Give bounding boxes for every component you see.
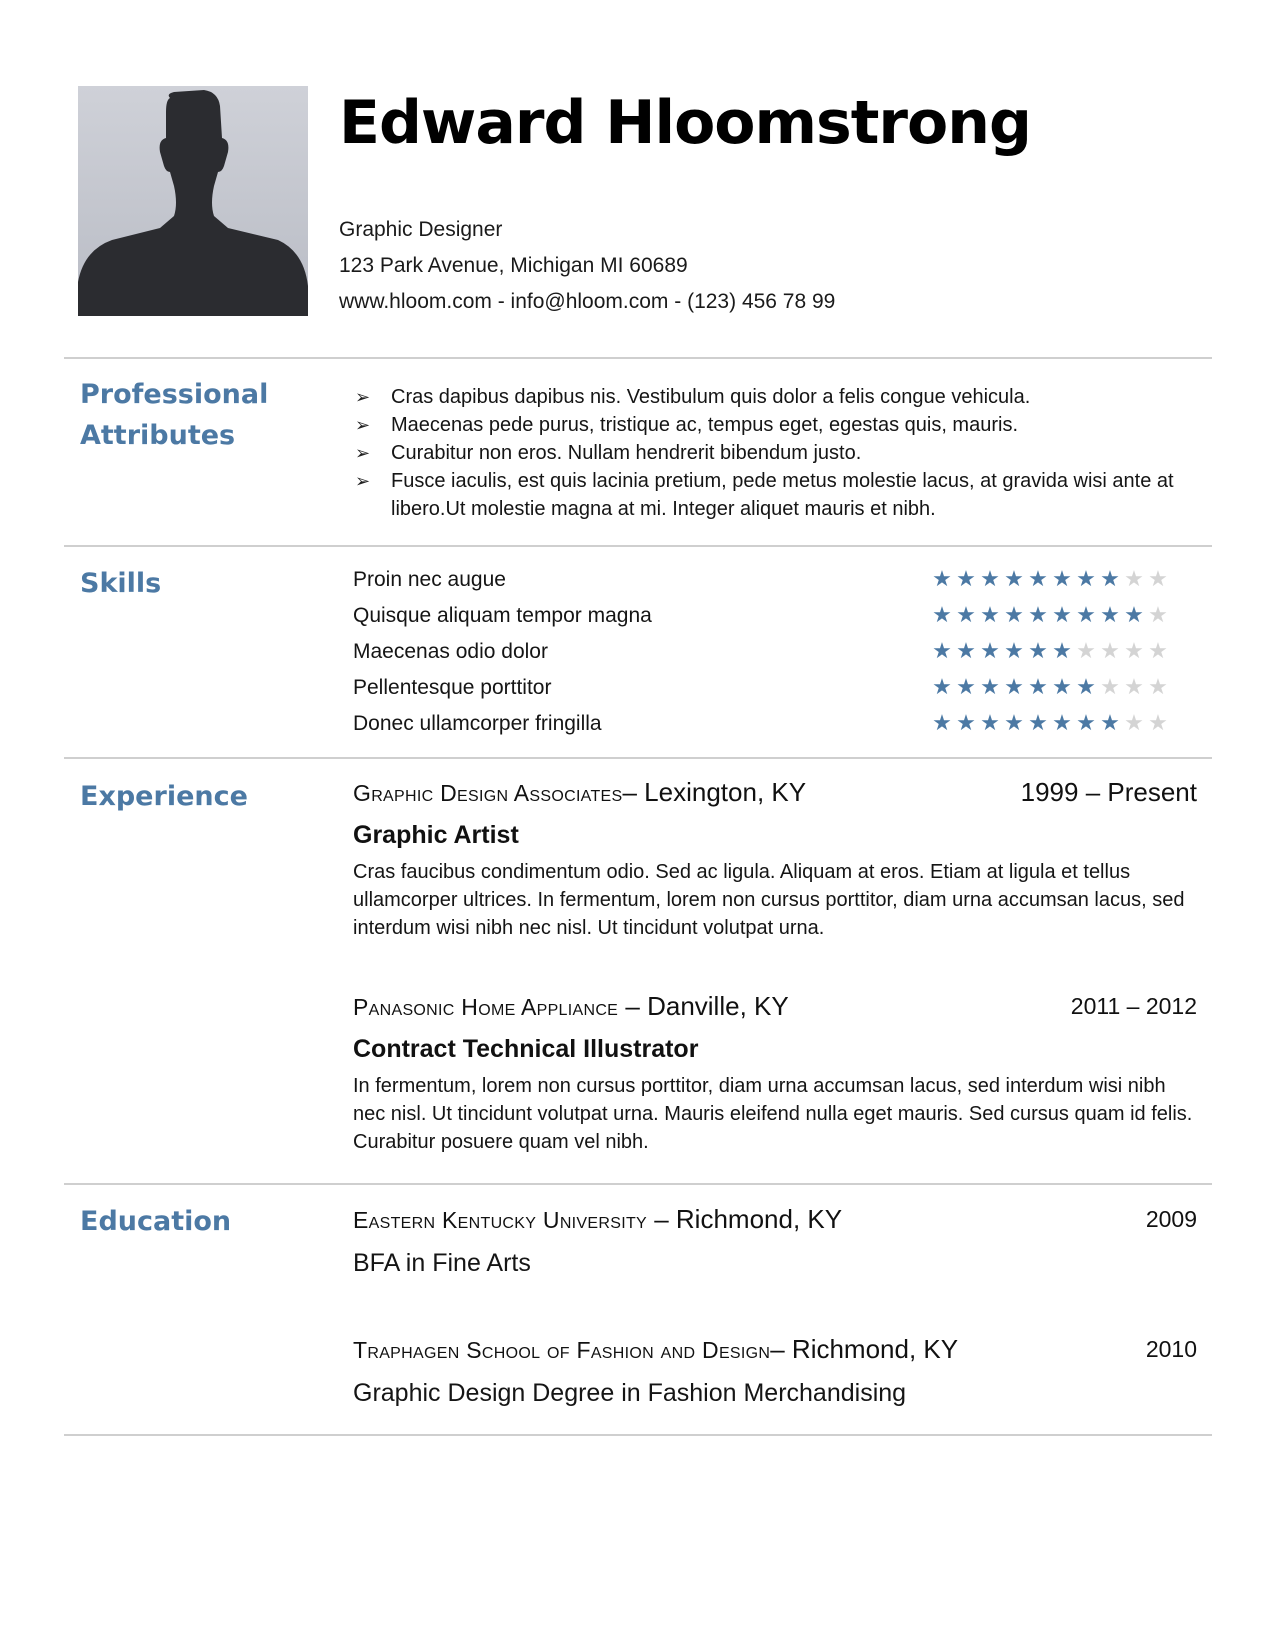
arrowhead-bullet-icon: ➢ (355, 443, 371, 463)
skill-name: Maecenas odio dolor (353, 640, 548, 663)
star-filled-icon: ★ (1028, 711, 1048, 736)
star-empty-icon: ★ (1124, 711, 1144, 736)
section-title-experience: Experience (80, 781, 248, 812)
employer-location: – Danville, KY (618, 991, 789, 1021)
experience-entry (353, 774, 1197, 942)
list-item (355, 383, 1185, 411)
star-empty-icon: ★ (1148, 603, 1168, 628)
star-filled-icon: ★ (1076, 603, 1096, 628)
star-filled-icon: ★ (1028, 603, 1048, 628)
star-empty-icon: ★ (1148, 567, 1168, 592)
star-filled-icon: ★ (1028, 639, 1048, 664)
divider (64, 357, 1212, 359)
star-empty-icon: ★ (1100, 639, 1120, 664)
star-empty-icon: ★ (1124, 567, 1144, 592)
skill-row (353, 706, 1168, 742)
star-filled-icon: ★ (956, 567, 976, 592)
skill-name: Donec ullamcorper fringilla (353, 712, 602, 735)
arrowhead-bullet-icon: ➢ (355, 415, 371, 435)
person-silhouette-icon (78, 86, 308, 316)
star-empty-icon: ★ (1124, 675, 1144, 700)
star-filled-icon: ★ (1028, 567, 1048, 592)
star-rating (930, 634, 1170, 670)
divider (64, 1183, 1212, 1185)
star-filled-icon: ★ (932, 603, 952, 628)
star-filled-icon: ★ (932, 675, 952, 700)
star-filled-icon: ★ (1004, 639, 1024, 664)
star-filled-icon: ★ (956, 603, 976, 628)
section-title-education: Education (80, 1206, 232, 1237)
star-filled-icon: ★ (956, 639, 976, 664)
skill-row (353, 670, 1168, 706)
star-empty-icon: ★ (1148, 711, 1168, 736)
skill-name: Pellentesque porttitor (353, 676, 552, 699)
attribute-text: Curabitur non eros. Nullam hendrerit bibendum justo. (391, 442, 862, 464)
star-filled-icon: ★ (980, 567, 1000, 592)
skill-row (353, 634, 1168, 670)
star-filled-icon: ★ (980, 603, 1000, 628)
star-filled-icon: ★ (980, 639, 1000, 664)
applicant-name: Edward Hloomstrong (339, 88, 1031, 158)
arrowhead-bullet-icon: ➢ (355, 387, 371, 407)
profile-photo (78, 86, 308, 316)
section-title-skills: Skills (80, 568, 162, 599)
entry-heading (353, 988, 1197, 1024)
star-empty-icon: ★ (1124, 639, 1144, 664)
star-filled-icon: ★ (1052, 639, 1072, 664)
degree: Graphic Design Degree in Fashion Merchandising (353, 1379, 907, 1407)
employer-name: Graphic Design Associates (353, 780, 623, 806)
star-filled-icon: ★ (1100, 603, 1120, 628)
education-entry (353, 1201, 1197, 1281)
star-filled-icon: ★ (1052, 675, 1072, 700)
star-rating (930, 670, 1170, 706)
star-filled-icon: ★ (1076, 675, 1096, 700)
job-description: In fermentum, lorem non cursus porttitor, diam urna accumsan lacus, sed interdum wisi nibh nec nisl. Ut tincidunt volutpat urna. Mauris eleifend nulla eget mauris. Sed cursus quam id felis. Curabitur posuere quam vel nibh. (353, 1075, 1193, 1153)
star-filled-icon: ★ (1004, 711, 1024, 736)
star-filled-icon: ★ (980, 675, 1000, 700)
education-entry (353, 1331, 1197, 1411)
star-rating (930, 598, 1170, 634)
address: 123 Park Avenue, Michigan MI 60689 (339, 254, 688, 277)
star-filled-icon: ★ (1100, 711, 1120, 736)
arrowhead-bullet-icon: ➢ (355, 471, 371, 491)
skill-row (353, 598, 1168, 634)
job-description: Cras faucibus condimentum odio. Sed ac ligula. Aliquam at eros. Etiam at ligula et tellus ullamcorper ultrices. In fermentum, lorem non cursus porttitor, diam urna accumsan lacus, sed interdum wisi nibh nec nisl. Ut tincidunt volutpat urna. (353, 861, 1185, 939)
entry-heading (353, 1201, 1197, 1237)
section-title-attributes (80, 374, 268, 456)
star-rating (930, 562, 1170, 598)
entry-heading (353, 774, 1197, 810)
star-empty-icon: ★ (1148, 675, 1168, 700)
star-rating (930, 706, 1170, 742)
attribute-text: Cras dapibus dapibus nis. Vestibulum quis dolor a felis congue vehicula. (391, 386, 1031, 408)
entry-heading (353, 1331, 1197, 1367)
star-filled-icon: ★ (932, 639, 952, 664)
star-filled-icon: ★ (1004, 567, 1024, 592)
job-role: Contract Technical Illustrator (353, 1035, 699, 1063)
star-filled-icon: ★ (1076, 567, 1096, 592)
employment-dates: 2011 – 2012 (1070, 993, 1197, 1019)
contact-block (339, 212, 835, 320)
star-filled-icon: ★ (1004, 675, 1024, 700)
employer-location: – Lexington, KY (622, 777, 807, 807)
skills-list (353, 562, 1168, 742)
star-filled-icon: ★ (1124, 603, 1144, 628)
graduation-year: 2009 (1145, 1206, 1197, 1232)
star-filled-icon: ★ (1100, 567, 1120, 592)
star-filled-icon: ★ (1052, 567, 1072, 592)
skill-row (353, 562, 1168, 598)
skill-name: Proin nec augue (353, 568, 506, 591)
employment-dates: 1999 – Present (1020, 777, 1197, 807)
attribute-text: Maecenas pede purus, tristique ac, tempus eget, egestas quis, mauris. (391, 414, 1019, 436)
job-role: Graphic Artist (353, 821, 519, 849)
job-title: Graphic Designer (339, 218, 503, 241)
star-filled-icon: ★ (1076, 711, 1096, 736)
skill-name: Quisque aliquam tempor magna (353, 604, 652, 627)
section-title-line: Professional (80, 379, 269, 410)
star-filled-icon: ★ (980, 711, 1000, 736)
star-filled-icon: ★ (1004, 603, 1024, 628)
employer-name: Panasonic Home Appliance (353, 994, 619, 1020)
graduation-year: 2010 (1145, 1336, 1197, 1362)
school-location: – Richmond, KY (770, 1334, 959, 1364)
contact-details: www.hloom.com - info@hloom.com - (123) 456 78 99 (339, 290, 836, 313)
list-item (355, 439, 1185, 467)
star-filled-icon: ★ (1052, 603, 1072, 628)
star-empty-icon: ★ (1076, 639, 1096, 664)
list-item (355, 467, 1185, 523)
school-location: – Richmond, KY (646, 1204, 843, 1234)
divider (64, 1434, 1212, 1436)
experience-entry (353, 988, 1197, 1156)
star-filled-icon: ★ (1028, 675, 1048, 700)
school-name: Eastern Kentucky University (353, 1207, 647, 1233)
school-name: Traphagen School of Fashion and Design (353, 1337, 771, 1363)
degree: BFA in Fine Arts (353, 1249, 531, 1277)
star-filled-icon: ★ (1052, 711, 1072, 736)
list-item (355, 411, 1185, 439)
attribute-text: Fusce iaculis, est quis lacinia pretium, pede metus molestie lacus, at gravida wisi ante at libero.Ut molestie magna at mi. Integer aliquet mauris et nibh. (391, 470, 1174, 520)
divider (64, 545, 1212, 547)
star-filled-icon: ★ (956, 711, 976, 736)
star-filled-icon: ★ (956, 675, 976, 700)
star-empty-icon: ★ (1148, 639, 1168, 664)
divider (64, 757, 1212, 759)
star-empty-icon: ★ (1100, 675, 1120, 700)
attributes-list (355, 383, 1185, 523)
section-title-line: Attributes (80, 420, 236, 451)
star-filled-icon: ★ (932, 711, 952, 736)
star-filled-icon: ★ (932, 567, 952, 592)
